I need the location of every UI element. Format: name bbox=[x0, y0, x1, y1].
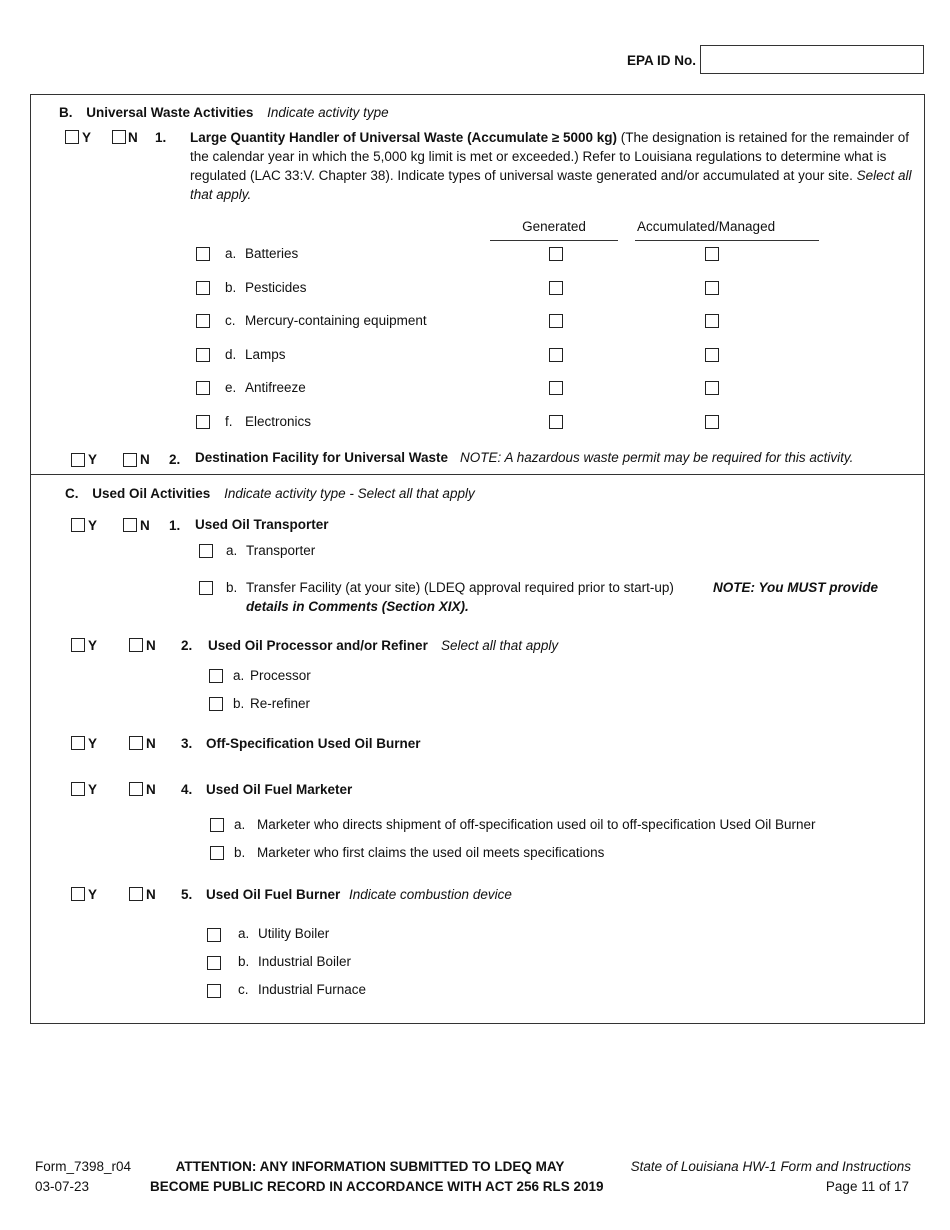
waste-mercury-checkbox[interactable] bbox=[196, 314, 210, 328]
section-c-letter: C. bbox=[65, 486, 79, 501]
waste-mercury-accumulated-checkbox[interactable] bbox=[705, 314, 719, 328]
c2-title: Used Oil Processor and/or Refiner bbox=[208, 638, 428, 653]
c2-instruction: Select all that apply bbox=[441, 638, 559, 653]
c5-industrial-boiler-checkbox[interactable] bbox=[207, 956, 221, 970]
b1-desc: (The designation is retained for the remainder of the calendar year in which the 5,000 kg limit is met or exceeded.) Refer to Louisiana regulations to determine what is regulated (LAC 33:V. Chapter 38). Indicate types of universal waste generated and/or accumulated at your site. bbox=[190, 130, 909, 183]
waste-antifreeze-generated-checkbox[interactable] bbox=[549, 381, 563, 395]
waste-lamps-accumulated-checkbox[interactable] bbox=[705, 348, 719, 362]
b2-no-checkbox[interactable] bbox=[123, 453, 137, 467]
c5-yes-label: Y bbox=[88, 887, 98, 902]
c3-yes-label: Y bbox=[88, 736, 98, 751]
c5-furnace-letter: c. bbox=[238, 982, 249, 997]
c2-yes-label: Y bbox=[88, 638, 98, 653]
c5-no-label: N bbox=[146, 887, 156, 902]
waste-electronics-letter: f. bbox=[225, 414, 233, 429]
waste-antifreeze-label: Antifreeze bbox=[245, 380, 306, 395]
col-accumulated-underline bbox=[635, 240, 819, 241]
c5-furnace-label: Industrial Furnace bbox=[258, 982, 367, 997]
b1-description bbox=[190, 128, 920, 204]
c5-ind-boiler-label: Industrial Boiler bbox=[258, 954, 352, 969]
c5-number: 5. bbox=[181, 887, 193, 902]
c5-yes-checkbox[interactable] bbox=[71, 887, 85, 901]
waste-pesticides-generated-checkbox[interactable] bbox=[549, 281, 563, 295]
c4-offspec-marketer-checkbox[interactable] bbox=[210, 818, 224, 832]
c4-claims-label: Marketer who first claims the used oil meets specifications bbox=[257, 845, 605, 860]
c4-yes-checkbox[interactable] bbox=[71, 782, 85, 796]
footer-attention-line2: BECOME PUBLIC RECORD IN ACCORDANCE WITH ACT 256 RLS 2019 bbox=[150, 1179, 604, 1194]
waste-batteries-accumulated-checkbox[interactable] bbox=[705, 247, 719, 261]
c5-utility-letter: a. bbox=[238, 926, 250, 941]
waste-antifreeze-accumulated-checkbox[interactable] bbox=[705, 381, 719, 395]
c1-transfer-letter: b. bbox=[226, 580, 238, 595]
b2-yes-checkbox[interactable] bbox=[71, 453, 85, 467]
c1-transfer-facility-checkbox[interactable] bbox=[199, 581, 213, 595]
c4-title: Used Oil Fuel Marketer bbox=[206, 782, 353, 797]
footer-form-id: Form_7398_r04 bbox=[35, 1159, 132, 1174]
c4-claims-marketer-checkbox[interactable] bbox=[210, 846, 224, 860]
c1-yes-checkbox[interactable] bbox=[71, 518, 85, 532]
c2-rerefiner-letter: b. bbox=[233, 696, 245, 711]
waste-batteries-generated-checkbox[interactable] bbox=[549, 247, 563, 261]
c1-transporter-letter: a. bbox=[226, 543, 238, 558]
b1-no-label: N bbox=[128, 130, 138, 145]
b2-title: Destination Facility for Universal Waste bbox=[195, 450, 449, 465]
waste-pesticides-label: Pesticides bbox=[245, 280, 307, 295]
section-c-frame bbox=[30, 474, 925, 1024]
c4-claims-letter: b. bbox=[234, 845, 246, 860]
waste-pesticides-accumulated-checkbox[interactable] bbox=[705, 281, 719, 295]
b2-yes-label: Y bbox=[88, 452, 98, 467]
col-accumulated-header: Accumulated/Managed bbox=[637, 219, 776, 234]
b2-note: NOTE: A hazardous waste permit may be required for this activity. bbox=[460, 450, 854, 465]
waste-pesticides-letter: b. bbox=[225, 280, 237, 295]
c1-transfer-label: Transfer Facility (at your site) (LDEQ approval required prior to start-up) bbox=[246, 580, 674, 595]
c5-utility-label: Utility Boiler bbox=[258, 926, 330, 941]
epa-id-field[interactable] bbox=[700, 45, 924, 74]
c5-ind-boiler-letter: b. bbox=[238, 954, 250, 969]
c3-no-label: N bbox=[146, 736, 156, 751]
waste-antifreeze-checkbox[interactable] bbox=[196, 381, 210, 395]
c1-yes-label: Y bbox=[88, 518, 98, 533]
section-b-heading bbox=[59, 105, 389, 120]
c4-number: 4. bbox=[181, 782, 193, 797]
c2-no-label: N bbox=[146, 638, 156, 653]
waste-mercury-generated-checkbox[interactable] bbox=[549, 314, 563, 328]
c4-yes-label: Y bbox=[88, 782, 98, 797]
section-b-title: Universal Waste Activities bbox=[86, 105, 254, 120]
b1-title: Large Quantity Handler of Universal Waste (Accumulate ≥ 5000 kg) bbox=[190, 130, 618, 145]
footer-title: State of Louisiana HW-1 Form and Instructions bbox=[630, 1159, 911, 1174]
b1-no-checkbox[interactable] bbox=[112, 130, 126, 144]
c5-title: Used Oil Fuel Burner bbox=[206, 887, 341, 902]
waste-electronics-accumulated-checkbox[interactable] bbox=[705, 415, 719, 429]
c3-title: Off-Specification Used Oil Burner bbox=[206, 736, 421, 751]
b1-yes-label: Y bbox=[82, 130, 92, 145]
footer-date: 03-07-23 bbox=[35, 1179, 90, 1194]
c3-no-checkbox[interactable] bbox=[129, 736, 143, 750]
waste-lamps-generated-checkbox[interactable] bbox=[549, 348, 563, 362]
c2-yes-checkbox[interactable] bbox=[71, 638, 85, 652]
c2-number: 2. bbox=[181, 638, 193, 653]
b2-no-label: N bbox=[140, 452, 150, 467]
c1-transporter-label: Transporter bbox=[246, 543, 316, 558]
waste-mercury-label: Mercury-containing equipment bbox=[245, 313, 427, 328]
col-generated-underline bbox=[490, 240, 618, 241]
col-generated-header: Generated bbox=[522, 219, 586, 234]
c4-no-label: N bbox=[146, 782, 156, 797]
c1-title: Used Oil Transporter bbox=[195, 517, 329, 532]
c2-processor-letter: a. bbox=[233, 668, 245, 683]
waste-electronics-label: Electronics bbox=[245, 414, 312, 429]
c4-offspec-label: Marketer who directs shipment of off-specification used oil to off-specification Used Oil Burner bbox=[257, 817, 816, 832]
c2-processor-checkbox[interactable] bbox=[209, 669, 223, 683]
c5-instruction: Indicate combustion device bbox=[349, 887, 512, 902]
c1-no-checkbox[interactable] bbox=[123, 518, 137, 532]
c4-offspec-letter: a. bbox=[234, 817, 246, 832]
waste-batteries-label: Batteries bbox=[245, 246, 299, 261]
waste-lamps-checkbox[interactable] bbox=[196, 348, 210, 362]
c5-utility-boiler-checkbox[interactable] bbox=[207, 928, 221, 942]
waste-lamps-label: Lamps bbox=[245, 347, 286, 362]
c1-number: 1. bbox=[169, 518, 181, 533]
b2-number: 2. bbox=[169, 452, 181, 467]
c1-transporter-checkbox[interactable] bbox=[199, 544, 213, 558]
c2-rerefiner-checkbox[interactable] bbox=[209, 697, 223, 711]
epa-id-label: EPA ID No. bbox=[627, 53, 697, 68]
c3-yes-checkbox[interactable] bbox=[71, 736, 85, 750]
b1-yes-checkbox[interactable] bbox=[65, 130, 79, 144]
b1-number: 1. bbox=[155, 130, 167, 145]
waste-electronics-generated-checkbox[interactable] bbox=[549, 415, 563, 429]
c1-no-label: N bbox=[140, 518, 150, 533]
section-c-title: Used Oil Activities bbox=[92, 486, 211, 501]
c4-no-checkbox[interactable] bbox=[129, 782, 143, 796]
c2-processor-label: Processor bbox=[250, 668, 311, 683]
waste-antifreeze-letter: e. bbox=[225, 380, 237, 395]
waste-mercury-letter: c. bbox=[225, 313, 236, 328]
section-b-instruction: Indicate activity type bbox=[267, 105, 389, 120]
waste-batteries-checkbox[interactable] bbox=[196, 247, 210, 261]
c1-note-line1: NOTE: You MUST provide bbox=[713, 580, 879, 595]
b1-select-all: Select all that apply. bbox=[190, 168, 912, 202]
c3-number: 3. bbox=[181, 736, 193, 751]
footer-page-number: Page 11 of 17 bbox=[825, 1179, 909, 1194]
section-c-instruction: Indicate activity type - Select all that apply bbox=[224, 486, 475, 501]
section-c-heading bbox=[65, 486, 475, 501]
c1-note-line2: details in Comments (Section XIX). bbox=[246, 599, 469, 614]
waste-batteries-letter: a. bbox=[225, 246, 237, 261]
waste-lamps-letter: d. bbox=[225, 347, 237, 362]
section-b-letter: B. bbox=[59, 105, 73, 120]
c2-rerefiner-label: Re-refiner bbox=[250, 696, 311, 711]
footer-attention-line1: ATTENTION: ANY INFORMATION SUBMITTED TO LDEQ MAY bbox=[175, 1159, 565, 1174]
waste-pesticides-checkbox[interactable] bbox=[196, 281, 210, 295]
c2-no-checkbox[interactable] bbox=[129, 638, 143, 652]
c5-no-checkbox[interactable] bbox=[129, 887, 143, 901]
c5-industrial-furnace-checkbox[interactable] bbox=[207, 984, 221, 998]
waste-electronics-checkbox[interactable] bbox=[196, 415, 210, 429]
